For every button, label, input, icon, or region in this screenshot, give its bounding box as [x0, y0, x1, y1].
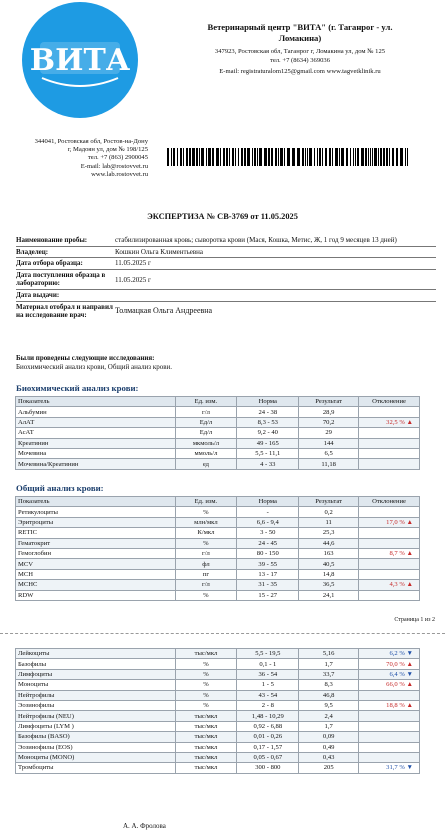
- table-row: [16, 538, 420, 548]
- cell-parameter: Эозинофилы: [16, 700, 176, 710]
- cell-deviation: 70,0 % ▲: [359, 659, 420, 669]
- cell-result: 163: [299, 548, 359, 558]
- sample-label: Наименование пробы:: [16, 236, 88, 244]
- cell-norm: 2 - 8: [237, 700, 299, 710]
- column-header: Норма: [237, 497, 299, 507]
- table-header-row: [16, 397, 420, 407]
- cell-parameter: Нейтрофилы: [16, 690, 176, 700]
- cell-deviation: [359, 732, 420, 742]
- cell-norm: 0,92 - 6,88: [237, 721, 299, 731]
- table-row: [16, 507, 420, 517]
- cell-parameter: MCV: [16, 559, 176, 569]
- clinic-header: [165, 22, 435, 76]
- lab-contacts: [28, 138, 148, 179]
- cell-unit: фл: [175, 559, 237, 569]
- cell-parameter: Эозинофилы (EOS): [16, 742, 176, 752]
- cell-parameter: Мочевина: [16, 448, 176, 458]
- cell-unit: тыс/мкл: [175, 742, 237, 752]
- cell-unit: тыс/мкл: [175, 721, 237, 731]
- cell-unit: %: [175, 680, 237, 690]
- cell-unit: %: [175, 507, 237, 517]
- sample-value: стабилизированная кровь; сыворотка крови (Мася, Кошка, Метис, Ж, 1 год 9 месяцев 13 дней): [115, 236, 397, 244]
- cell-norm: 1 - 5: [237, 680, 299, 690]
- cell-norm: 4 - 33: [237, 459, 299, 469]
- cell-unit: ед: [175, 459, 237, 469]
- cell-norm: 5,5 - 11,1: [237, 448, 299, 458]
- lab-line: 344041, Ростовская обл, Ростов-на-Дону: [34, 138, 148, 145]
- table-row: [16, 407, 420, 417]
- logo-text: ВИТА: [29, 43, 131, 78]
- cell-norm: 13 - 17: [237, 569, 299, 579]
- cell-result: 5,16: [299, 649, 359, 659]
- cell-deviation: [359, 590, 420, 600]
- cell-deviation: [359, 721, 420, 731]
- table-row: [16, 680, 420, 690]
- lab-line: www.lab.rostovvet.ru: [91, 170, 148, 178]
- cell-parameter: Альбумин: [16, 407, 176, 417]
- table-row: [16, 517, 420, 527]
- table-row: [16, 763, 420, 773]
- cell-unit: %: [175, 690, 237, 700]
- cell-parameter: Базофилы: [16, 659, 176, 669]
- table-row: [16, 569, 420, 579]
- cell-unit: г/л: [175, 580, 237, 590]
- cell-parameter: АлАТ: [16, 417, 176, 427]
- cell-norm: -: [237, 507, 299, 517]
- column-header: Ед. изм.: [175, 397, 237, 407]
- studies-heading: Были проведены следующие исследования:: [16, 354, 155, 362]
- cell-result: 205: [299, 763, 359, 773]
- cell-deviation: 32,5 % ▲: [359, 417, 420, 427]
- cell-deviation: 66,0 % ▲: [359, 680, 420, 690]
- date-received-label: Дата поступления образца в лабораторию:: [16, 269, 114, 289]
- lab-line: E-mail: lab@rostovvet.ru: [80, 162, 148, 170]
- cell-unit: пг: [175, 569, 237, 579]
- cell-parameter: Мочевина/Креатинин: [16, 459, 176, 469]
- cell-norm: 0,05 - 0,67: [237, 752, 299, 762]
- logo-graphic: [22, 2, 138, 118]
- cell-unit: %: [175, 669, 237, 679]
- document-title: ЭКСПЕРТИЗА № СВ-3769 от 11.05.2025: [147, 212, 298, 221]
- column-header: Норма: [237, 397, 299, 407]
- cell-result: 29: [299, 428, 359, 438]
- cell-unit: %: [175, 590, 237, 600]
- column-header: Результат: [299, 497, 359, 507]
- cell-result: 0,2: [299, 507, 359, 517]
- clinic-name-line1: Ветеринарный центр "ВИТА" (г. Таганрог - ул.: [207, 22, 393, 32]
- cell-unit: тыс/мкл: [175, 732, 237, 742]
- cell-deviation: [359, 438, 420, 448]
- cell-result: 0,49: [299, 742, 359, 752]
- cell-norm: 9,2 - 40: [237, 428, 299, 438]
- cell-result: 14,8: [299, 569, 359, 579]
- cell-unit: млн/мкл: [175, 517, 237, 527]
- table-row: [16, 711, 420, 721]
- cell-result: 28,9: [299, 407, 359, 417]
- cbc-title: Общий анализ крови:: [16, 483, 104, 493]
- cell-deviation: 6,2 % ▼: [359, 649, 420, 659]
- cell-result: 70,2: [299, 417, 359, 427]
- signature: А. А. Фролова: [123, 822, 166, 830]
- cell-norm: 31 - 35: [237, 580, 299, 590]
- cell-parameter: MCH: [16, 569, 176, 579]
- cell-result: 2,4: [299, 711, 359, 721]
- cell-parameter: Лимфоциты: [16, 669, 176, 679]
- cell-parameter: Лимфоциты (LYM ): [16, 721, 176, 731]
- date-received-value: 11.05.2025 г: [114, 269, 436, 289]
- table-row: [16, 459, 420, 469]
- cell-parameter: Гемоглобин: [16, 548, 176, 558]
- table-row: [16, 700, 420, 710]
- lab-line: г, Мадоян ул, дом № 198/125: [67, 146, 148, 154]
- sample-info: [16, 235, 436, 321]
- clinic-phone: тел. +7 (8634) 369036: [269, 57, 331, 64]
- cell-result: 1,7: [299, 659, 359, 669]
- cell-deviation: [359, 507, 420, 517]
- table-row: [16, 659, 420, 669]
- column-header: Показатель: [16, 497, 176, 507]
- table-row: [16, 669, 420, 679]
- cell-deviation: [359, 711, 420, 721]
- biochem-table: [15, 396, 420, 470]
- cell-parameter: АсАТ: [16, 428, 176, 438]
- page-number: Страница 1 из 2: [394, 617, 435, 623]
- cell-deviation: [359, 690, 420, 700]
- cell-result: 8,3: [299, 680, 359, 690]
- cell-result: 40,5: [299, 559, 359, 569]
- cell-deviation: 4,3 % ▲: [359, 580, 420, 590]
- table-header-row: [16, 497, 420, 507]
- cell-norm: 49 - 165: [237, 438, 299, 448]
- cell-norm: 24 - 38: [237, 407, 299, 417]
- lab-line: тел. +7 (863) 2900045: [87, 154, 148, 162]
- cell-deviation: [359, 428, 420, 438]
- cell-norm: 0,01 - 0,26: [237, 732, 299, 742]
- cell-unit: Ед/л: [175, 417, 237, 427]
- page-divider: [0, 633, 445, 634]
- column-header: Отклонение: [359, 397, 420, 407]
- cell-parameter: Моноциты (MONO): [16, 752, 176, 762]
- cell-unit: тыс/мкл: [175, 752, 237, 762]
- table-row: [16, 732, 420, 742]
- clinic-address: 347923, Ростовская обл, Таганрог г, Ломакина ул, дом № 125: [214, 48, 386, 55]
- cell-parameter: Эритроциты: [16, 517, 176, 527]
- clinic-logo: [22, 2, 138, 118]
- studies-list: Биохимический анализ крови, Общий анализ крови.: [16, 362, 173, 371]
- cell-deviation: [359, 407, 420, 417]
- cell-norm: 39 - 55: [237, 559, 299, 569]
- table-row: [16, 580, 420, 590]
- cell-result: 9,5: [299, 700, 359, 710]
- cell-deviation: [359, 448, 420, 458]
- cell-parameter: RDW: [16, 590, 176, 600]
- cell-deviation: [359, 538, 420, 548]
- cell-result: 144: [299, 438, 359, 448]
- table-row: [16, 548, 420, 558]
- table-row: [16, 690, 420, 700]
- cell-unit: мкмоль/л: [175, 438, 237, 448]
- cell-result: 0,09: [299, 732, 359, 742]
- cell-unit: %: [175, 700, 237, 710]
- clinic-name-line2: Ломакина): [278, 33, 322, 43]
- cell-deviation: 31,7 % ▼: [359, 763, 420, 773]
- cell-parameter: Тромбоциты: [16, 763, 176, 773]
- doctor-value: Толмацкая Ольга Андреевна: [114, 301, 436, 321]
- cell-unit: %: [175, 538, 237, 548]
- cell-norm: 0,17 - 1,57: [237, 742, 299, 752]
- studies-block: [16, 354, 172, 371]
- cell-parameter: Креатинин: [16, 438, 176, 448]
- cell-parameter: RETIC: [16, 528, 176, 538]
- cbc-table: [15, 496, 420, 601]
- table-row: [16, 417, 420, 427]
- column-header: Ед. изм.: [175, 497, 237, 507]
- table-row: [16, 590, 420, 600]
- column-header: Результат: [299, 397, 359, 407]
- cell-deviation: [359, 742, 420, 752]
- cell-deviation: 18,8 % ▲: [359, 700, 420, 710]
- table-row: [16, 559, 420, 569]
- cell-deviation: [359, 569, 420, 579]
- cell-parameter: Гематокрит: [16, 538, 176, 548]
- table-row: [16, 752, 420, 762]
- cell-deviation: [359, 459, 420, 469]
- date-issue-label: Дата выдачи:: [16, 289, 114, 301]
- cell-norm: 3 - 50: [237, 528, 299, 538]
- cell-norm: 15 - 27: [237, 590, 299, 600]
- date-sample-label: Дата отбора образца:: [16, 258, 114, 270]
- biochem-title: Биохимический анализ крови:: [16, 383, 139, 393]
- date-sample-value: 11.05.2025 г: [114, 258, 436, 270]
- cell-result: 24,1: [299, 590, 359, 600]
- cell-norm: 80 - 150: [237, 548, 299, 558]
- cell-norm: 24 - 45: [237, 538, 299, 548]
- cell-norm: 1,48 - 10,29: [237, 711, 299, 721]
- cell-unit: тыс/мкл: [175, 763, 237, 773]
- cell-norm: 8,3 - 53: [237, 417, 299, 427]
- cell-parameter: Ретикулоциты: [16, 507, 176, 517]
- cell-result: 6,5: [299, 448, 359, 458]
- cell-unit: К/мкл: [175, 528, 237, 538]
- cell-result: 46,8: [299, 690, 359, 700]
- table-row: [16, 649, 420, 659]
- doctor-label: Материал отобрал и направил на исследование врач:: [16, 302, 113, 320]
- table-row: [16, 438, 420, 448]
- cell-deviation: 8,7 % ▲: [359, 548, 420, 558]
- cell-result: 25,3: [299, 528, 359, 538]
- clinic-email-web: E-mail: registraturalom125@gmail.com www.tagvetklinik.ru: [219, 68, 381, 75]
- cell-unit: тыс/мкл: [175, 649, 237, 659]
- cell-deviation: [359, 752, 420, 762]
- cell-deviation: 17,0 % ▲: [359, 517, 420, 527]
- cell-unit: тыс/мкл: [175, 711, 237, 721]
- cell-norm: 6,6 - 9,4: [237, 517, 299, 527]
- cell-deviation: 6,4 % ▼: [359, 669, 420, 679]
- cell-unit: %: [175, 659, 237, 669]
- date-issue-value: [114, 289, 436, 301]
- cell-parameter: MCHC: [16, 580, 176, 590]
- cell-unit: Ед/л: [175, 428, 237, 438]
- cell-unit: г/л: [175, 548, 237, 558]
- cell-unit: ммоль/л: [175, 448, 237, 458]
- table-row: [16, 528, 420, 538]
- cell-result: 36,5: [299, 580, 359, 590]
- barcode: [167, 148, 412, 166]
- cell-result: 11: [299, 517, 359, 527]
- cell-result: 33,7: [299, 669, 359, 679]
- cell-parameter: Лейкоциты: [16, 649, 176, 659]
- cell-unit: г/л: [175, 407, 237, 417]
- owner-label: Владелец:: [16, 246, 114, 258]
- column-header: Отклонение: [359, 497, 420, 507]
- cell-norm: 43 - 54: [237, 690, 299, 700]
- cell-result: 44,6: [299, 538, 359, 548]
- owner-value: Кошкин Ольга Климентьевна: [114, 246, 436, 258]
- cell-norm: 300 - 800: [237, 763, 299, 773]
- cell-norm: 36 - 54: [237, 669, 299, 679]
- cbc-table-continued: [15, 648, 420, 774]
- cell-parameter: Моноциты: [16, 680, 176, 690]
- cell-deviation: [359, 559, 420, 569]
- cell-result: 1,7: [299, 721, 359, 731]
- cell-norm: 5,5 - 19,5: [237, 649, 299, 659]
- table-row: [16, 721, 420, 731]
- table-row: [16, 742, 420, 752]
- table-row: [16, 428, 420, 438]
- cell-deviation: [359, 528, 420, 538]
- cell-result: 11,18: [299, 459, 359, 469]
- table-row: [16, 448, 420, 458]
- cell-norm: 0,1 - 1: [237, 659, 299, 669]
- cell-parameter: Нейтрофилы (NEU): [16, 711, 176, 721]
- cell-parameter: Базофилы (BASO): [16, 732, 176, 742]
- cell-result: 0,43: [299, 752, 359, 762]
- column-header: Показатель: [16, 397, 176, 407]
